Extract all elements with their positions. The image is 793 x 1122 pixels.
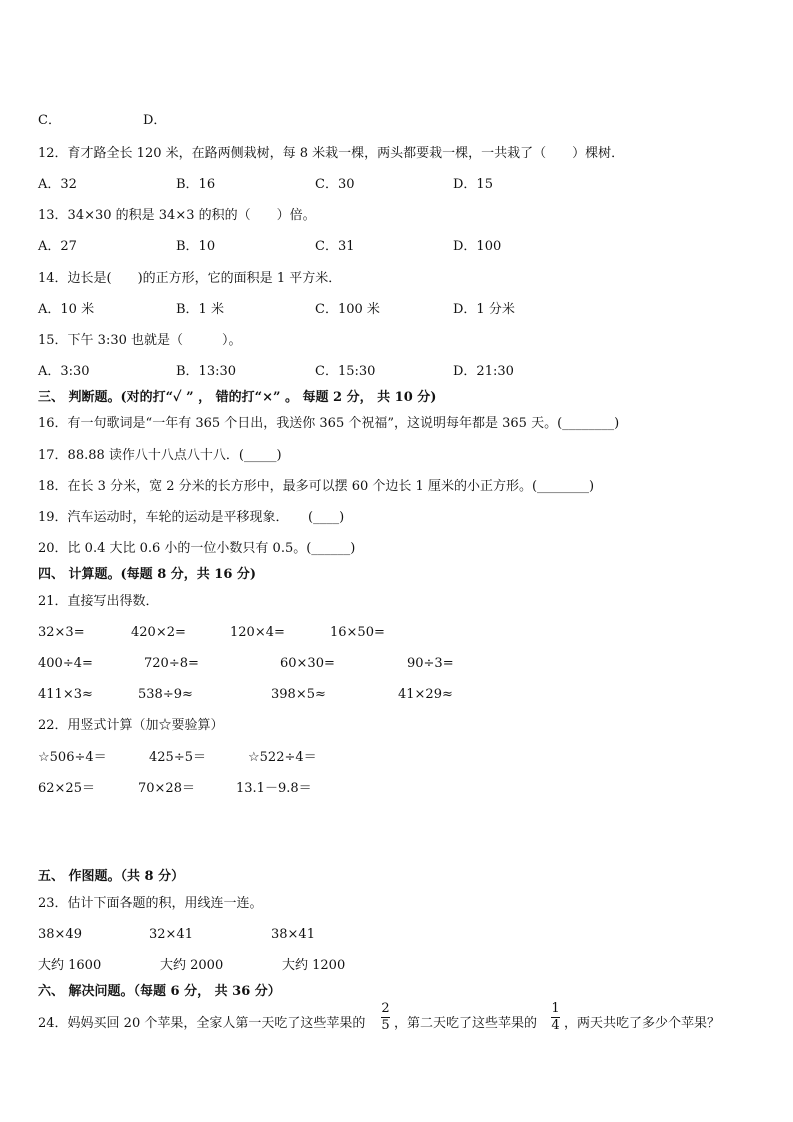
- q14-option-b: B．1 米: [176, 302, 224, 317]
- q15-option-d: D．21:30: [453, 364, 514, 379]
- q13-option-d: D．100: [453, 239, 502, 254]
- question-23: 23．估计下面各题的积，用线连一连。: [38, 896, 263, 911]
- question-12: 12．育才路全长 120 米，在路两侧栽树，每 8 米栽一棵，两头都要栽一棵，一共栽了（ ）棵树．: [38, 146, 625, 161]
- fraction-one-fourth: [551, 1002, 560, 1033]
- question-17: 17．88.88 读作八十八点八十八．(_____): [38, 448, 282, 463]
- q12-option-b: B．16: [176, 177, 216, 192]
- q22-item: ☆522÷4＝: [248, 750, 317, 765]
- q14-option-d: D．1 分米: [453, 302, 515, 317]
- q21-item: 90÷3=: [407, 656, 454, 671]
- q23-expression: 32×41: [149, 927, 193, 942]
- q21-item: 120×4=: [230, 625, 285, 640]
- q21-item: 420×2=: [131, 625, 186, 640]
- section-6-heading: 六、 解决问题。（每题 6 分， 共 36 分）: [38, 984, 281, 999]
- q22-item: 425÷5＝: [149, 750, 206, 765]
- q22-item: 13.1－9.8＝: [236, 781, 312, 796]
- q13-option-c: C．31: [315, 239, 355, 254]
- q21-item: 720÷8=: [144, 656, 199, 671]
- q23-expression: 38×49: [38, 927, 82, 942]
- question-18: 18．在长 3 分米，宽 2 分米的长方形中，最多可以摆 60 个边长 1 厘米的小正方形。(________): [38, 479, 595, 494]
- q21-item: 400÷4=: [38, 656, 93, 671]
- q23-estimate: 大约 1600: [38, 958, 102, 973]
- q23-estimate: 大约 2000: [160, 958, 224, 973]
- question-24-part2: ，第二天吃了这些苹果的: [394, 1016, 538, 1031]
- q21-item: 398×5≈: [271, 687, 326, 702]
- section-4-heading: 四、 计算题。(每题 8 分，共 16 分): [38, 567, 257, 582]
- section-5-heading: 五、 作图题。（共 8 分）: [38, 869, 185, 884]
- option-c: C．: [38, 113, 61, 128]
- q13-option-b: B．10: [176, 239, 216, 254]
- question-14: 14．边长是( )的正方形，它的面积是 1 平方米．: [38, 271, 342, 286]
- question-13: 13．34×30 的积是 34×3 的积的（ ）倍。: [38, 208, 316, 223]
- fraction-denominator: 4: [551, 1018, 560, 1033]
- question-15: 15．下午 3:30 也就是（ ）。: [38, 333, 242, 348]
- q13-option-a: A．27: [38, 239, 77, 254]
- q14-option-a: A．10 米: [38, 302, 95, 317]
- q14-option-c: C．100 米: [315, 302, 380, 317]
- question-24-part3: ，两天共吃了多少个苹果？: [564, 1016, 721, 1031]
- question-20: 20．比 0.4 大比 0.6 小的一位小数只有 0.5。(______): [38, 541, 356, 556]
- q12-option-d: D．15: [453, 177, 493, 192]
- q12-option-a: A．32: [38, 177, 77, 192]
- q21-item: 411×3≈: [38, 687, 93, 702]
- q21-item: 16×50=: [330, 625, 385, 640]
- q23-estimate: 大约 1200: [282, 958, 346, 973]
- question-16: 16．有一句歌词是“一年有 365 个日出，我送你 365 个祝福”，这说明每年都是 365 天。(________): [38, 416, 620, 431]
- fraction-denominator: 5: [381, 1018, 390, 1033]
- section-3-heading: 三、 判断题。(对的打“✓ ” ， 错的打“×” 。 每题 2 分， 共 10 分): [38, 390, 437, 405]
- q15-option-c: C．15:30: [315, 364, 376, 379]
- fraction-numerator: 1: [551, 1001, 560, 1016]
- fraction-numerator: 2: [381, 1001, 390, 1016]
- q21-item: 538÷9≈: [138, 687, 193, 702]
- q21-item: 41×29≈: [398, 687, 453, 702]
- q22-item: ☆506÷4＝: [38, 750, 107, 765]
- q12-option-c: C．30: [315, 177, 355, 192]
- question-19: 19．汽车运动时，车轮的运动是平移现象． (____): [38, 510, 345, 525]
- question-22: 22．用竖式计算（加☆要验算）: [38, 718, 224, 733]
- q15-option-a: A．3:30: [38, 364, 90, 379]
- q21-item: 60×30=: [280, 656, 335, 671]
- q23-expression: 38×41: [271, 927, 315, 942]
- q22-item: 70×28＝: [138, 781, 195, 796]
- question-21: 21．直接写出得数．: [38, 594, 159, 609]
- option-d: D．: [143, 113, 167, 128]
- q21-item: 32×3=: [38, 625, 85, 640]
- fraction-two-fifths: [381, 1002, 390, 1033]
- q15-option-b: B．13:30: [176, 364, 237, 379]
- q22-item: 62×25＝: [38, 781, 95, 796]
- question-24-part1: 24．妈妈买回 20 个苹果，全家人第一天吃了这些苹果的: [38, 1016, 366, 1031]
